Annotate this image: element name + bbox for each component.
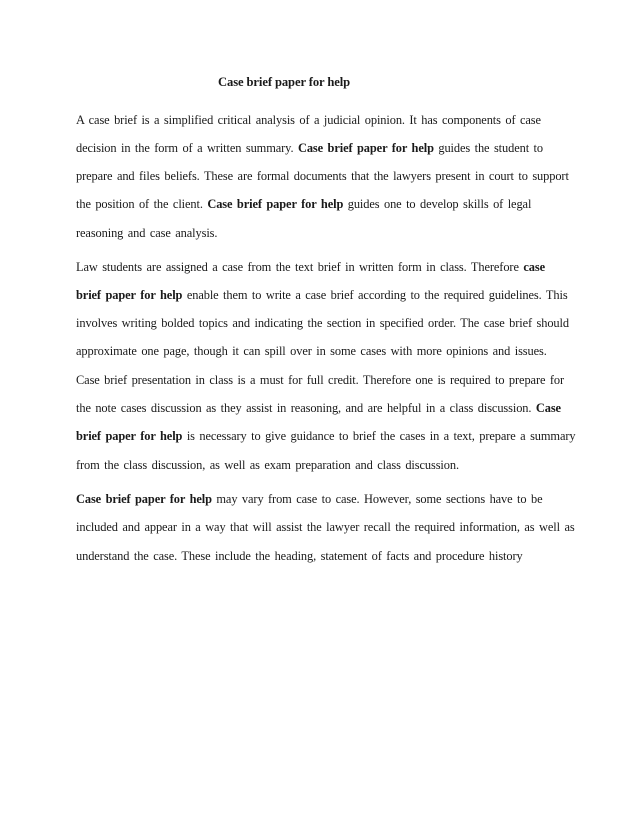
paragraph-line [76,141,543,156]
document-title: Case brief paper for help [218,75,351,89]
text-run: reasoning and case analysis. [76,226,218,240]
text-run: involves writing bolded topics and indicating the section in specified order. The case brief should [76,316,569,330]
paragraph-line [76,492,542,507]
bold-phrase: case [523,260,545,274]
text-run: A case brief is a simplified critical analysis of a judicial opinion. It has components of case [76,113,541,127]
bold-phrase: Case brief paper for help [76,492,212,506]
text-run: guides one to develop skills of legal [343,197,532,211]
paragraph-line [76,169,569,184]
bold-phrase: brief paper for help [76,429,183,443]
text-run: the note cases discussion as they assist in reasoning, and are helpful in a class discussion. [76,401,536,415]
text-run: enable them to write a case brief according to the required guidelines. This [182,288,568,302]
paragraph-line [76,226,217,241]
text-run: Case brief presentation in class is a must for full credit. Therefore one is required to prepare for [76,373,565,387]
paragraph-line [76,197,531,212]
text-run: Law students are assigned a case from the text brief in written form in class. Therefore [76,260,524,274]
text-run: guides the student to [433,141,543,155]
paragraph-line [76,260,545,275]
paragraph-line [76,288,568,303]
paragraph-line [76,113,541,128]
paragraph-line [76,344,547,359]
text-run: the position of the client. [76,197,208,211]
paragraph-line [76,549,523,564]
text-run: prepare and files beliefs. These are formal documents that the lawyers present in court to support [76,169,569,183]
paragraph-line [76,316,569,331]
bold-phrase: Case [535,401,561,415]
text-run: is necessary to give guidance to brief the cases in a text, prepare a summary [182,429,576,443]
text-run: from the class discussion, as well as exam preparation and class discussion. [76,458,459,472]
paragraph-line [76,429,576,444]
text-run: may vary from case to case. However, some sections have to be [211,492,543,506]
text-run: understand the case. These include the heading, statement of facts and procedure history [76,549,523,563]
bold-phrase: Case brief paper for help [207,197,344,211]
text-run: approximate one page, though it can spill over in some cases with more opinions and issues. [76,344,547,358]
text-run: included and appear in a way that will assist the lawyer recall the required information, as well as [76,520,575,534]
bold-phrase: brief paper for help [76,288,183,302]
bold-phrase: Case brief paper for help [297,141,434,155]
paragraph-line [76,401,561,416]
paragraph-line [76,520,575,535]
paragraph-line [76,373,564,388]
text-run: decision in the form of a written summary. [76,141,298,155]
paragraph-line [76,458,459,473]
